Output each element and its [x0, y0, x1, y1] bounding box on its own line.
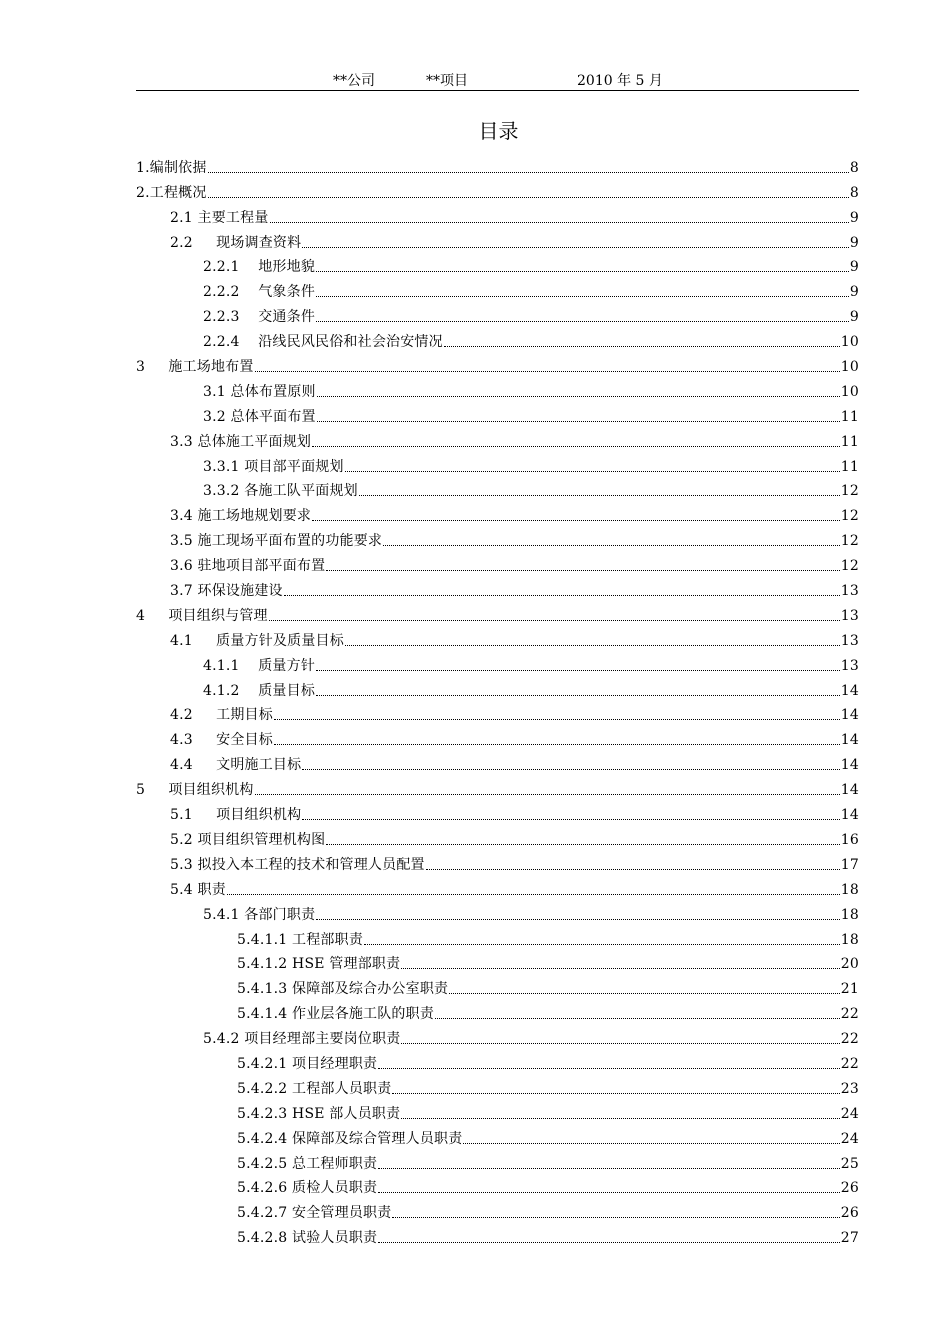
- toc-entry-label: 3.5 施工现场平面布置的功能要求: [170, 533, 383, 550]
- dot-leader: [359, 494, 840, 496]
- dot-leader: [345, 470, 840, 472]
- toc-entry-page-number: 14: [840, 782, 859, 799]
- toc-entry[interactable]: [136, 774, 859, 799]
- dot-leader: [208, 196, 849, 198]
- toc-entry-page-number: 12: [840, 533, 859, 550]
- toc-entry[interactable]: [136, 451, 859, 476]
- toc-entry-page-number: 17: [840, 856, 859, 873]
- toc-entry[interactable]: [136, 600, 859, 625]
- toc-entry[interactable]: [136, 1197, 859, 1222]
- toc-entry[interactable]: [136, 301, 859, 326]
- toc-entry[interactable]: [136, 152, 859, 177]
- dot-leader: [227, 893, 840, 895]
- toc-entry-label: 3.1 总体布置原则: [203, 383, 316, 400]
- toc-entry[interactable]: [136, 949, 859, 974]
- dot-leader: [364, 943, 840, 945]
- toc-entry-page-number: 18: [840, 881, 859, 898]
- toc-entry-label: 5.4.1.4 作业层各施工队的职责: [237, 1006, 435, 1023]
- toc-entry-label: 5.1 项目组织机构: [170, 807, 302, 824]
- toc-entry[interactable]: [136, 500, 859, 525]
- toc-entry-label: 2.2 现场调查资料: [170, 234, 302, 251]
- toc-entry-label: 1.编制依据: [136, 159, 207, 176]
- toc-entry-label: 5.4.1 各部门职责: [203, 906, 316, 923]
- dot-leader: [426, 868, 840, 870]
- dot-leader: [316, 320, 849, 322]
- toc-entry[interactable]: [136, 1073, 859, 1098]
- dot-leader: [316, 669, 840, 671]
- toc-entry[interactable]: [136, 575, 859, 600]
- dot-leader: [463, 1142, 839, 1144]
- toc-entry-page-number: 11: [840, 458, 859, 475]
- toc-entry-label: 5.4.1.1 工程部职责: [237, 931, 364, 948]
- toc-entry-page-number: 20: [840, 956, 859, 973]
- toc-entry-label: 2.2.1 地形地貌: [203, 259, 316, 276]
- dot-leader: [316, 270, 849, 272]
- dot-leader: [401, 1117, 839, 1119]
- toc-entry-label: 3.2 总体平面布置: [203, 408, 316, 425]
- toc-entry[interactable]: [136, 1222, 859, 1247]
- toc-entry[interactable]: [136, 351, 859, 376]
- dot-leader: [401, 1042, 839, 1044]
- toc-entry-label: 4.3 安全目标: [170, 732, 273, 749]
- toc-entry-label: 3.3.2 各施工队平面规划: [203, 483, 358, 500]
- toc-entry-page-number: 9: [849, 284, 859, 301]
- dot-leader: [269, 619, 840, 621]
- dot-leader: [392, 1092, 839, 1094]
- toc-entry-page-number: 8: [849, 184, 859, 201]
- toc-entry-label: 5.4.2.3 HSE 部人员职责: [237, 1105, 401, 1122]
- toc-entry[interactable]: [136, 849, 859, 874]
- dot-leader: [378, 1167, 840, 1169]
- toc-entry[interactable]: [136, 525, 859, 550]
- toc-entry-page-number: 22: [840, 1031, 859, 1048]
- dot-leader: [316, 694, 840, 696]
- toc-entry[interactable]: [136, 1123, 859, 1148]
- toc-entry-label: 5 项目组织机构: [136, 782, 254, 799]
- toc-entry-label: 3.7 环保设施建设: [170, 583, 283, 600]
- toc-entry-label: 3.3 总体施工平面规划: [170, 433, 312, 450]
- header-company: **公司: [333, 73, 375, 89]
- toc-entry-page-number: 10: [840, 359, 859, 376]
- dot-leader: [378, 1191, 840, 1193]
- table-of-contents: [136, 152, 859, 1247]
- toc-entry-page-number: 27: [840, 1230, 859, 1247]
- toc-title: 目录: [478, 119, 519, 143]
- toc-entry-page-number: 13: [840, 657, 859, 674]
- page-header: [136, 66, 859, 91]
- toc-entry[interactable]: [136, 874, 859, 899]
- toc-entry[interactable]: [136, 276, 859, 301]
- toc-entry-page-number: 26: [840, 1180, 859, 1197]
- toc-entry-page-number: 8: [849, 159, 859, 176]
- toc-entry-page-number: 22: [840, 1006, 859, 1023]
- toc-entry-page-number: 14: [840, 757, 859, 774]
- toc-entry-page-number: 24: [840, 1130, 859, 1147]
- toc-entry-page-number: 18: [840, 931, 859, 948]
- toc-entry[interactable]: [136, 252, 859, 277]
- toc-entry-label: 4.1.1 质量方针: [203, 657, 316, 674]
- dot-leader: [255, 370, 840, 372]
- toc-entry-page-number: 11: [840, 433, 859, 450]
- toc-entry-label: 2.2.3 交通条件: [203, 309, 316, 326]
- toc-entry[interactable]: [136, 700, 859, 725]
- dot-leader: [302, 246, 849, 248]
- toc-entry-label: 5.2 项目组织管理机构图: [170, 831, 326, 848]
- dot-leader: [378, 1067, 840, 1069]
- dot-leader: [345, 644, 840, 646]
- toc-entry[interactable]: [136, 998, 859, 1023]
- dot-leader: [312, 519, 840, 521]
- toc-entry-label: 5.4 职责: [170, 881, 226, 898]
- toc-entry-label: 5.3 拟投入本工程的技术和管理人员配置: [170, 856, 425, 873]
- toc-entry-label: 5.4.1.3 保障部及综合办公室职责: [237, 981, 449, 998]
- toc-entry-page-number: 16: [840, 831, 859, 848]
- dot-leader: [326, 843, 839, 845]
- toc-entry-page-number: 9: [849, 309, 859, 326]
- toc-entry-label: 5.4.1.2 HSE 管理部职责: [237, 956, 401, 973]
- toc-entry-page-number: 23: [840, 1080, 859, 1097]
- toc-entry[interactable]: [136, 376, 859, 401]
- toc-entry[interactable]: [136, 1098, 859, 1123]
- toc-entry-page-number: 21: [840, 981, 859, 998]
- toc-entry[interactable]: [136, 326, 859, 351]
- toc-entry-page-number: 9: [849, 209, 859, 226]
- toc-entry-page-number: 10: [840, 383, 859, 400]
- dot-leader: [378, 1241, 840, 1243]
- dot-leader: [274, 743, 840, 745]
- toc-entry-label: 5.4.2.8 试验人员职责: [237, 1230, 378, 1247]
- header-project: **项目: [426, 73, 468, 89]
- toc-entry-page-number: 13: [840, 632, 859, 649]
- toc-entry[interactable]: [136, 550, 859, 575]
- toc-entry[interactable]: [136, 1173, 859, 1198]
- dot-leader: [312, 445, 840, 447]
- toc-entry[interactable]: [136, 625, 859, 650]
- toc-entry[interactable]: [136, 177, 859, 202]
- toc-entry-page-number: 13: [840, 607, 859, 624]
- toc-entry[interactable]: [136, 227, 859, 252]
- dot-leader: [255, 793, 840, 795]
- toc-entry-page-number: 14: [840, 807, 859, 824]
- toc-entry-page-number: 9: [849, 259, 859, 276]
- dot-leader: [316, 295, 849, 297]
- toc-entry-label: 4.1 质量方针及质量目标: [170, 632, 344, 649]
- dot-leader: [317, 420, 840, 422]
- header-date: 2010 年 5 月: [577, 73, 663, 89]
- toc-entry-page-number: 12: [840, 508, 859, 525]
- dot-leader: [317, 395, 840, 397]
- toc-entry[interactable]: [136, 202, 859, 227]
- toc-entry[interactable]: [136, 924, 859, 949]
- toc-entry-label: 3.3.1 项目部平面规划: [203, 458, 344, 475]
- toc-entry[interactable]: [136, 749, 859, 774]
- dot-leader: [270, 221, 849, 223]
- toc-entry-label: 5.4.2.5 总工程师职责: [237, 1155, 378, 1172]
- toc-entry-label: 4 项目组织与管理: [136, 607, 268, 624]
- dot-leader: [444, 345, 840, 347]
- toc-entry[interactable]: [136, 1148, 859, 1173]
- toc-entry[interactable]: [136, 675, 859, 700]
- toc-entry-label: 4.1.2 质量目标: [203, 682, 316, 699]
- dot-leader: [284, 594, 840, 596]
- toc-entry-page-number: 18: [840, 906, 859, 923]
- toc-entry-label: 4.4 文明施工目标: [170, 757, 302, 774]
- toc-entry-page-number: 25: [840, 1155, 859, 1172]
- toc-entry-page-number: 14: [840, 732, 859, 749]
- toc-entry-page-number: 9: [849, 234, 859, 251]
- toc-entry-page-number: 22: [840, 1055, 859, 1072]
- toc-entry-label: 3 施工场地布置: [136, 359, 254, 376]
- toc-entry-page-number: 12: [840, 483, 859, 500]
- toc-entry-label: 5.4.2.7 安全管理员职责: [237, 1205, 392, 1222]
- toc-entry[interactable]: [136, 973, 859, 998]
- toc-entry-label: 4.2 工期目标: [170, 707, 273, 724]
- toc-entry-page-number: 14: [840, 682, 859, 699]
- toc-entry-page-number: 10: [840, 334, 859, 351]
- toc-entry[interactable]: [136, 724, 859, 749]
- toc-entry-page-number: 14: [840, 707, 859, 724]
- toc-entry-page-number: 12: [840, 558, 859, 575]
- toc-entry-label: 2.2.4 沿线民风民俗和社会治安情况: [203, 334, 443, 351]
- dot-leader: [316, 918, 840, 920]
- toc-entry-label: 2.工程概况: [136, 184, 207, 201]
- toc-entry[interactable]: [136, 824, 859, 849]
- toc-entry-label: 5.4.2.2 工程部人员职责: [237, 1080, 392, 1097]
- toc-entry-page-number: 24: [840, 1105, 859, 1122]
- toc-entry-label: 3.6 驻地项目部平面布置: [170, 558, 326, 575]
- dot-leader: [392, 1216, 839, 1218]
- dot-leader: [449, 992, 840, 994]
- toc-entry-label: 5.4.2 项目经理部主要岗位职责: [203, 1031, 401, 1048]
- dot-leader: [435, 1017, 840, 1019]
- dot-leader: [208, 171, 849, 173]
- toc-entry-page-number: 11: [840, 408, 859, 425]
- toc-entry-label: 2.2.2 气象条件: [203, 284, 316, 301]
- toc-entry-label: 5.4.2.1 项目经理职责: [237, 1055, 378, 1072]
- dot-leader: [302, 818, 839, 820]
- toc-entry[interactable]: [136, 426, 859, 451]
- toc-entry-page-number: 26: [840, 1205, 859, 1222]
- toc-entry[interactable]: [136, 476, 859, 501]
- toc-entry[interactable]: [136, 1023, 859, 1048]
- dot-leader: [383, 544, 840, 546]
- dot-leader: [274, 718, 840, 720]
- dot-leader: [326, 569, 839, 571]
- toc-entry-page-number: 13: [840, 583, 859, 600]
- toc-entry-label: 3.4 施工场地规划要求: [170, 508, 312, 525]
- toc-entry-label: 5.4.2.4 保障部及综合管理人员职责: [237, 1130, 463, 1147]
- toc-entry[interactable]: [136, 650, 859, 675]
- toc-entry[interactable]: [136, 899, 859, 924]
- toc-entry[interactable]: [136, 401, 859, 426]
- toc-entry[interactable]: [136, 799, 859, 824]
- toc-entry[interactable]: [136, 1048, 859, 1073]
- toc-entry-label: 2.1 主要工程量: [170, 209, 269, 226]
- dot-leader: [401, 967, 839, 969]
- dot-leader: [302, 768, 839, 770]
- toc-entry-label: 5.4.2.6 质检人员职责: [237, 1180, 378, 1197]
